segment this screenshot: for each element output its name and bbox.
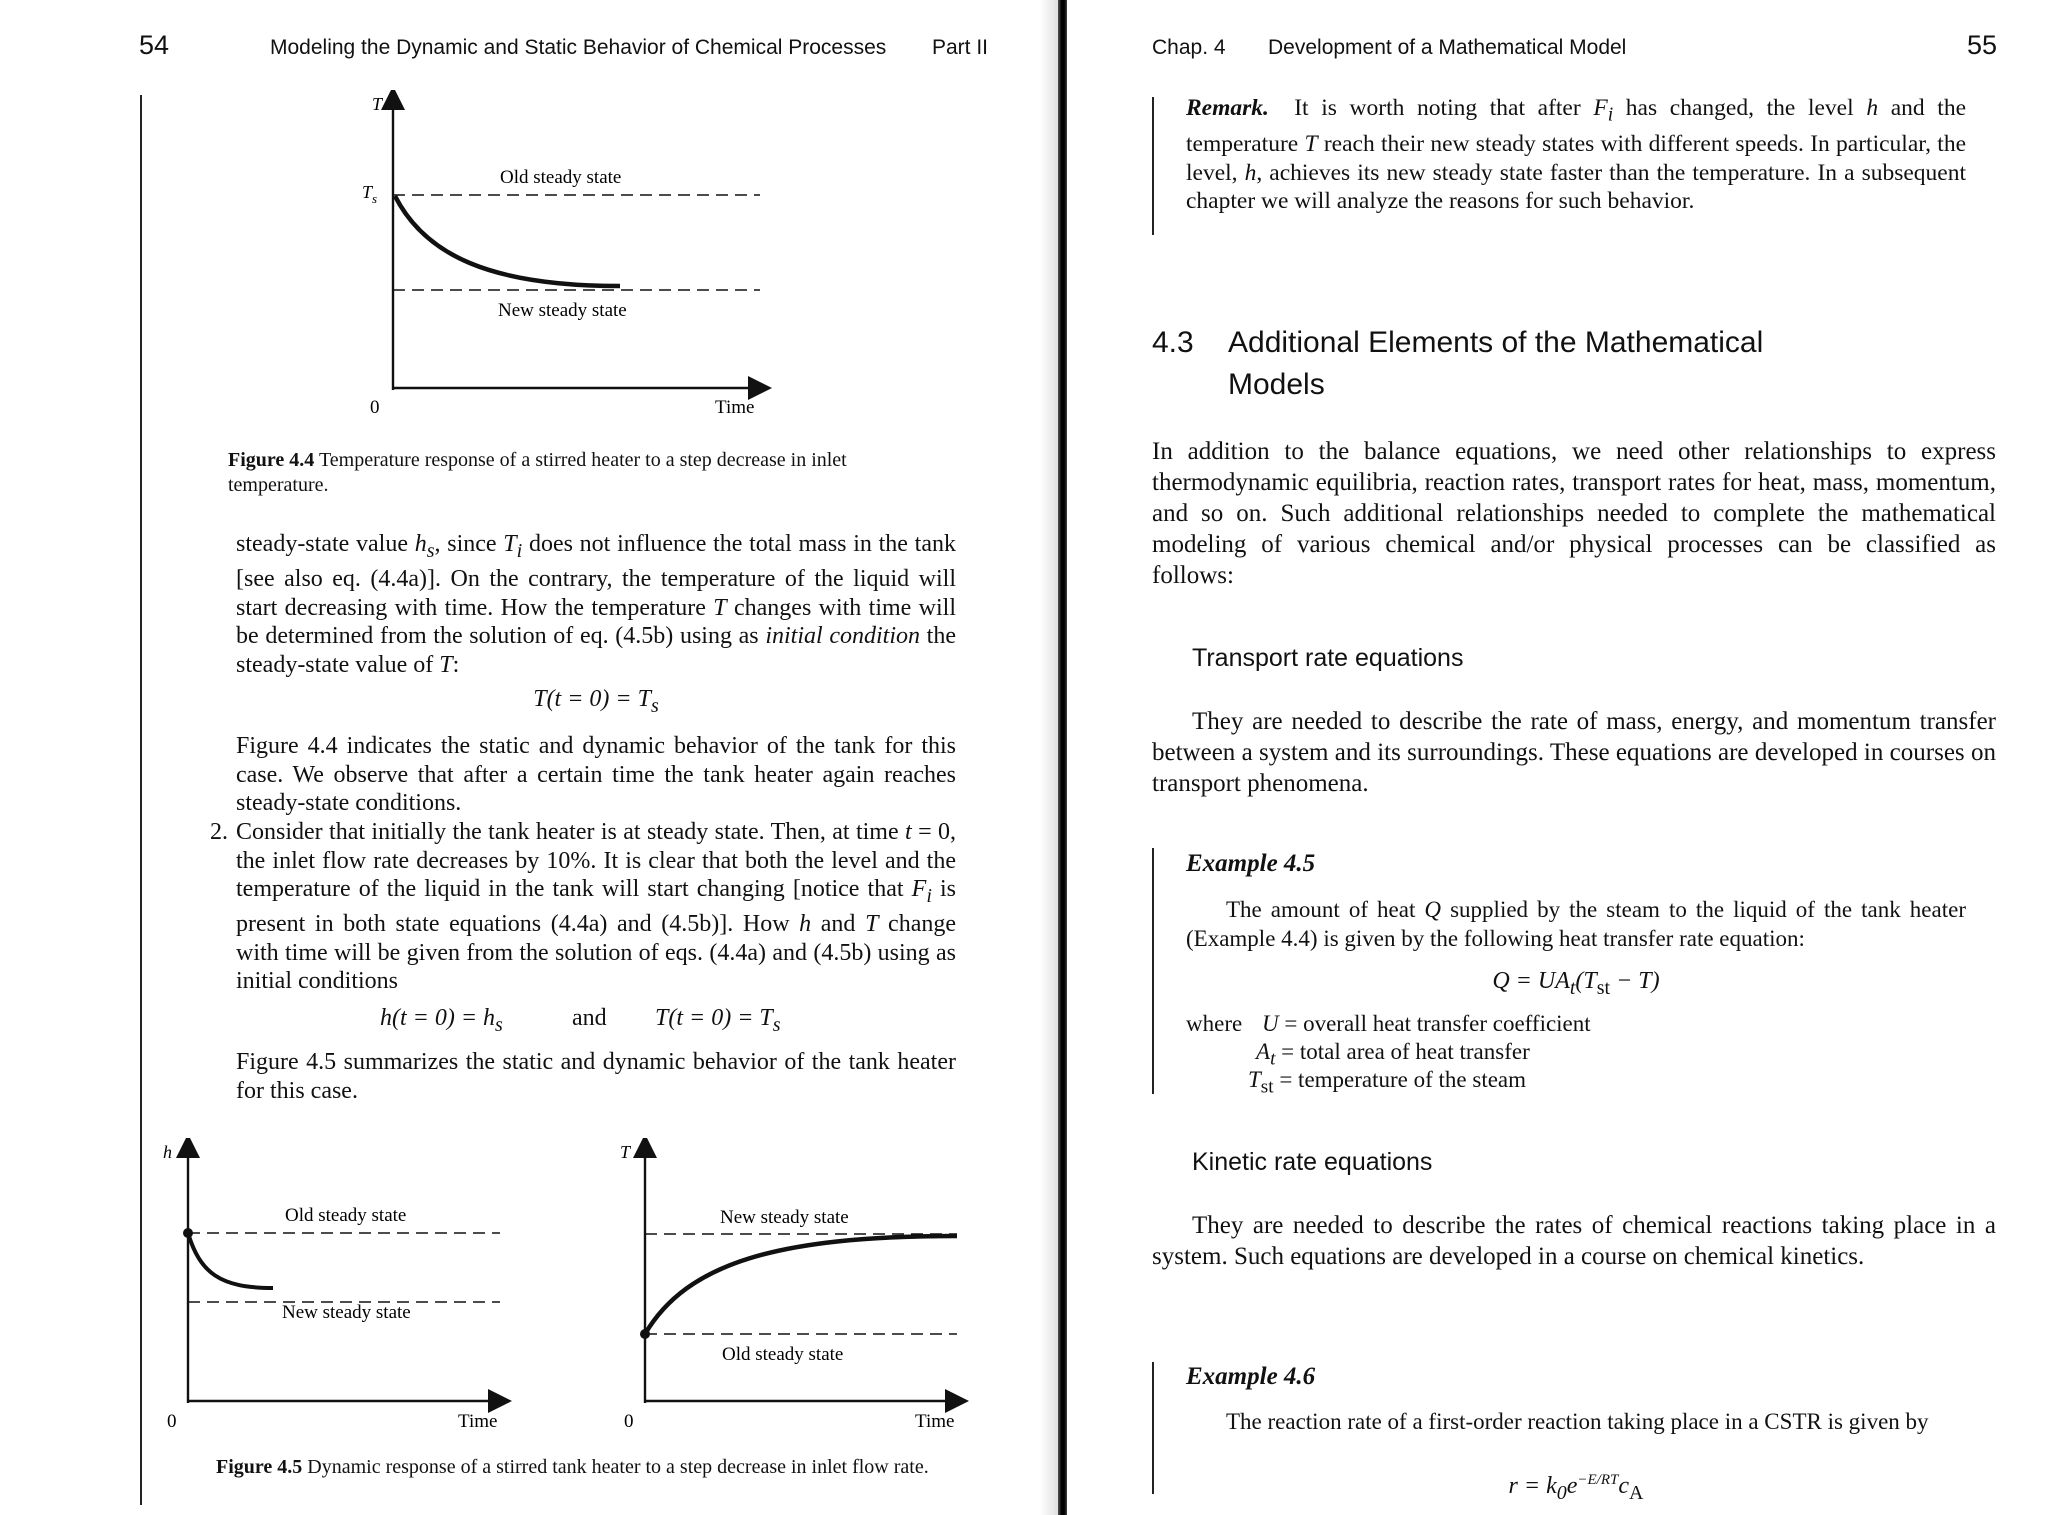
fig45-t-old-label: Old steady state — [722, 1344, 844, 1365]
kinetic-heading: Kinetic rate equations — [1192, 1148, 1433, 1176]
figure-4-4-caption-text: Temperature response of a stirred heater to a step decrease in inlet temperature. — [228, 449, 847, 496]
fig45-t-y-label: T — [620, 1142, 631, 1162]
fig45-t-response-curve — [645, 1236, 957, 1334]
equation-and: and — [572, 1005, 607, 1031]
page-number-left: 54 — [139, 30, 170, 60]
example-4-6-rule — [1152, 1362, 1154, 1494]
fig44-response-curve — [395, 196, 620, 286]
left-paragraph-2: Figure 4.4 indicates the static and dynamic behavior of the tank for this case. We observe that after a certain time the tank heater again reaches steady-state conditions. — [236, 733, 956, 816]
figure-4-5-temperature-plot — [612, 1138, 972, 1438]
left-paragraph-3: Figure 4.5 summarizes the static and dynamic behavior of the tank heater for this case. — [236, 1049, 956, 1104]
section-intro: In addition to the balance equations, we need other relationships to express thermodynamic equilibria, reaction rates, transport rates for heat, mass, momentum, and so on. Such additional relationships needed to complete the mathematical modeling of various chemical and/or physical processes can be classified as follows: — [1152, 438, 1996, 589]
running-header-part: Part II — [932, 36, 989, 59]
remark-rule — [1152, 97, 1154, 235]
figure-4-5-level-plot — [155, 1138, 515, 1438]
page-number-right: 55 — [1967, 30, 1998, 60]
equation-initial-temperature-2: $T(t = 0) = T_s$ — [655, 1005, 781, 1036]
figure-4-5-caption-text: Dynamic response of a stirred tank heater to a step decrease in inlet flow rate. — [307, 1456, 929, 1478]
transport-heading: Transport rate equations — [1192, 644, 1464, 672]
fig45-t-origin: 0 — [624, 1411, 634, 1432]
example-4-5-title: Example 4.5 — [1186, 850, 1316, 877]
example-4-5-rule — [1152, 848, 1154, 1094]
fig45-h-y-label: h — [163, 1142, 172, 1162]
fig45-t-new-label: New steady state — [720, 1207, 849, 1228]
fig44-ts-label: $T_s$ — [362, 182, 378, 206]
left-margin-rule — [140, 95, 142, 1505]
section-number: 4.3 — [1152, 326, 1194, 359]
fig45-h-response-curve — [188, 1233, 273, 1288]
running-header-right: Development of a Mathematical Model — [1268, 36, 1627, 59]
fig45-h-old-label: Old steady state — [285, 1205, 407, 1226]
running-header-chapter: Chap. 4 — [1152, 36, 1226, 59]
left-paragraph-1: steady-state value $h_s$, since $T_i$ does not influence the total mass in the tank [see also eq. (4.4a)]. On the contrary, the temperature of the liquid will start decreasing with time. How the temperature T changes with time will be determined from the solution of eq. (4.5b) using as initial condition the steady-state value of T: — [236, 531, 957, 678]
example-4-6-title: Example 4.6 — [1186, 1363, 1316, 1390]
example-4-5-where: where — [1186, 1011, 1243, 1036]
list-item-2: Consider that initially the tank heater is at steady state. Then, at time t = 0, the inlet flow rate decreases by 10%. It is clear that both the level and the temperature of the liquid in the tank will start changing [notice that $F_i$ is present in both state equations (4.4a) and (4.5b)]. How h and T change with time will be given from the solution of eqs. (4.4a) and (4.5b) using as initial conditions — [236, 819, 957, 995]
figure-4-4 — [340, 90, 780, 430]
equation-reaction-rate: $r = k_0e^{-E/RT}c_A$ — [1508, 1472, 1644, 1504]
fig44-x-label: Time — [715, 397, 755, 418]
remark-paragraph: Remark. It is worth noting that after $F_i$ has changed, the level h and the temperature T reach their new steady states with different speeds. In particular, the level, h, achieves its new steady state faster than the temperature. In a subsequent chapter we will analyze the reasons for such behavior. — [1186, 95, 1967, 215]
figure-4-4-caption — [228, 448, 928, 498]
book-gutter — [1058, 0, 1067, 1515]
definition-at: $A_t$ = total area of heat transfer — [1256, 1039, 1530, 1070]
example-4-5-text: The amount of heat Q supplied by the steam to the liquid of the tank heater (Example 4.4) is given by the following heat transfer rate equation: — [1186, 897, 1966, 951]
kinetic-text: They are needed to describe the rates of chemical reactions taking place in a system. Such equations are developed in a course on chemical kinetics. — [1152, 1212, 1996, 1270]
definition-tst: $T_{st}$ = temperature of the steam — [1248, 1067, 1527, 1098]
transport-text: They are needed to describe the rate of mass, energy, and momentum transfer between a system and its surroundings. These equations are developed in courses on transport phenomena. — [1152, 708, 1996, 797]
equation-initial-temperature: $T(t = 0) = T_s$ — [533, 686, 659, 717]
book-gutter-shadow — [1040, 0, 1058, 1515]
fig44-y-label: T — [372, 94, 383, 114]
section-title: Additional Elements of the Mathematical Models — [1228, 326, 1764, 401]
fig45-h-x-label: Time — [458, 1411, 498, 1432]
figure-4-4-caption-label: Figure 4.4 — [228, 449, 315, 471]
fig44-old-label: Old steady state — [500, 167, 622, 188]
fig45-h-origin: 0 — [167, 1411, 177, 1432]
remark-label: Remark. — [1186, 95, 1269, 121]
list-item-2-number: 2. — [210, 819, 228, 845]
equation-initial-conditions: $h(t = 0) = h_s$ — [380, 1005, 503, 1036]
equation-heat-transfer: $Q = UA_t(T_{st} - T)$ — [1492, 968, 1660, 999]
fig44-new-label: New steady state — [498, 300, 627, 321]
fig44-origin: 0 — [370, 397, 380, 418]
definition-u: U = overall heat transfer coefficient — [1262, 1011, 1591, 1036]
fig45-t-x-label: Time — [915, 1411, 955, 1432]
example-4-6-text: The reaction rate of a first-order reaction taking place in a CSTR is given by — [1226, 1409, 1929, 1434]
fig45-h-new-label: New steady state — [282, 1302, 411, 1323]
running-header-left: Modeling the Dynamic and Static Behavior of Chemical Processes — [270, 36, 887, 59]
figure-4-5-caption-label: Figure 4.5 — [216, 1456, 303, 1478]
figure-4-5-caption — [216, 1455, 936, 1480]
